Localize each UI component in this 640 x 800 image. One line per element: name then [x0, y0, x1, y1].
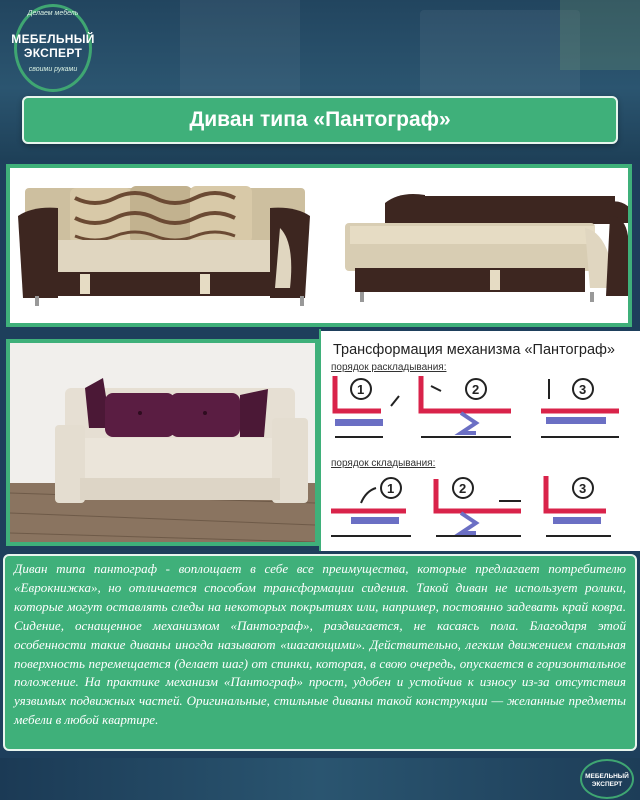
- brand-logo[interactable]: [6, 4, 100, 94]
- fold-order-label: порядок складывания:: [331, 458, 436, 469]
- fold-step-2: [436, 478, 521, 536]
- fold-step-3-number: 3: [579, 481, 587, 496]
- footer-logo-line2: ЭКСПЕРТ: [591, 781, 623, 788]
- diagram-title: Трансформация механизма «Пантограф»: [333, 342, 615, 358]
- logo-tagline-bottom: своими руками: [28, 66, 78, 73]
- closed-sofa: [18, 186, 310, 306]
- footer-background: [0, 758, 640, 800]
- fold-step-1-number: 1: [387, 481, 395, 496]
- pantograph-diagram: [321, 331, 640, 551]
- unfold-step-1-number: 1: [357, 382, 365, 397]
- footer-logo[interactable]: [580, 759, 634, 799]
- unfold-step-2-number: 2: [472, 382, 480, 397]
- description-text: Диван типа пантограф - воплощает в себе все преимущества, которые предлагает потребителю «Еврокнижка», но отличается способом трансформации сидения. Такой диван не использует ролики, которые могут оставлять следы на некоторых покрытиях или, например, постоянно задевать край ковра. Сидение, оснащенное механизмом «Пантограф», раздвигается, не касаясь пола. Благодаря этой особенности такие диваны иногда называют «шагающими». Действительно, легким движением спальная поверхность перемещается (делает шаг) от спинки, которая, в свою очередь, опускается в горизонтальное положение. На практике механизм «Пантограф» прост, удобен и устойчив к износу из-за отсутствия уязвимых подвижных частей. Оригинальные, стильные диваны такой конструкции — желанные предметы мебели в любой квартире.: [14, 561, 626, 728]
- sofa-photo-beige: [6, 339, 319, 546]
- unfold-order-label: порядок раскладывания:: [331, 362, 447, 373]
- unfolded-sofa: [345, 194, 628, 302]
- description-panel: [3, 554, 637, 751]
- logo-name-line1: МЕБЕЛЬНЫЙ: [11, 32, 95, 46]
- unfold-step-2: [421, 376, 511, 437]
- logo-name-line2: ЭКСПЕРТ: [23, 46, 83, 60]
- unfold-step-3-number: 3: [579, 382, 587, 397]
- unfold-step-1: [335, 376, 399, 437]
- page-title: Диван типа «Пантограф»: [189, 108, 451, 131]
- page-title-bar: [22, 96, 618, 144]
- sofa-illustration-left: [10, 343, 315, 542]
- unfold-step-3: [541, 379, 619, 437]
- mechanism-diagram: [321, 331, 640, 551]
- fold-step-2-number: 2: [459, 481, 467, 496]
- fold-step-1: [331, 478, 411, 536]
- logo-tagline-top: Делаем мебель: [27, 10, 79, 17]
- sofa-photo-closed-and-open: [6, 164, 632, 327]
- footer-logo-line1: МЕБЕЛЬНЫЙ: [585, 773, 629, 780]
- fold-step-3: [546, 476, 611, 536]
- sofa-illustration-top: [10, 168, 628, 323]
